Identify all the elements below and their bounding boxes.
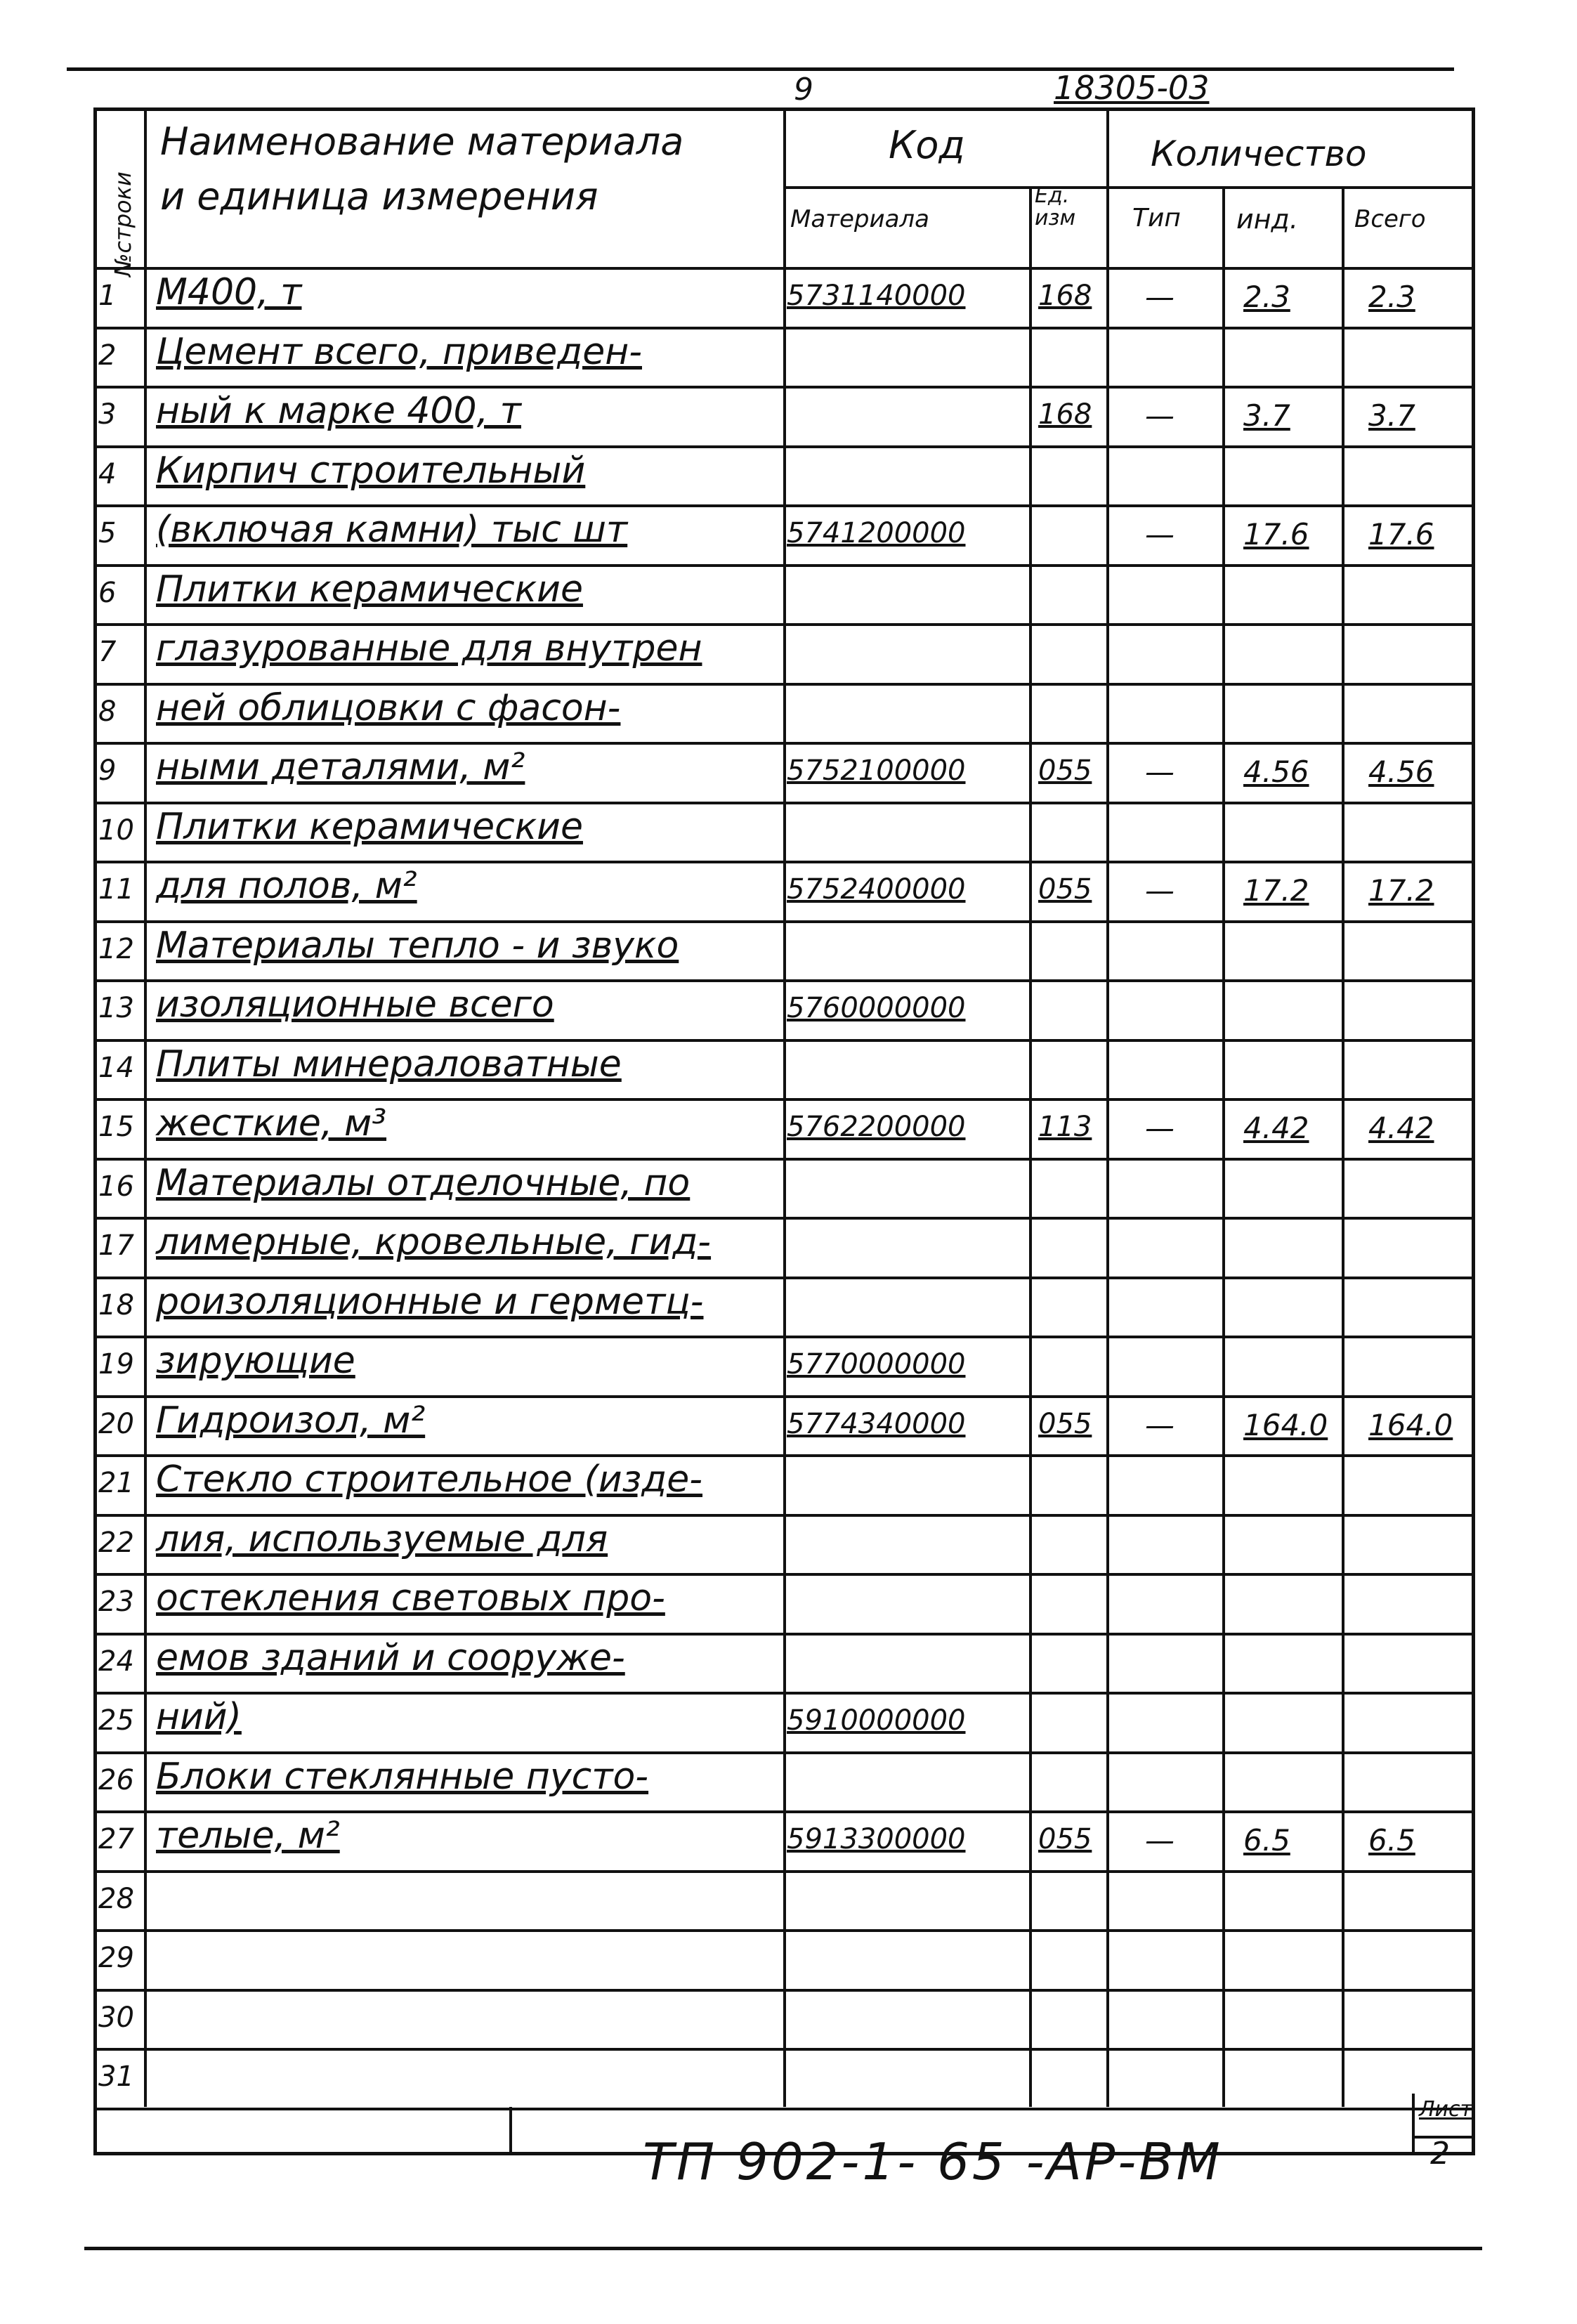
- row-unit-code: 168: [1038, 280, 1092, 312]
- row-number: 14: [98, 1051, 134, 1084]
- row-quantity-total: 17.6: [1368, 517, 1434, 551]
- row-divider: [93, 979, 1475, 982]
- row-quantity-ind: 4.42: [1243, 1111, 1309, 1145]
- row-divider: [93, 1870, 1475, 1873]
- row-divider: [93, 683, 1475, 686]
- row-number: 23: [98, 1586, 134, 1618]
- row-number: 6: [98, 576, 117, 609]
- header-quantity-total: Всего: [1354, 205, 1426, 233]
- row-divider: [93, 1810, 1475, 1813]
- row-name: лия, используемые для: [156, 1517, 608, 1560]
- column-divider: [144, 107, 147, 2107]
- row-number: 28: [98, 1882, 134, 1915]
- row-unit-code: 055: [1038, 1823, 1092, 1855]
- row-name: роизоляционные и герметц-: [156, 1280, 704, 1323]
- row-unit-code: 055: [1038, 755, 1092, 787]
- header-name-line1: Наименование материала: [160, 119, 684, 164]
- row-name: М400, т: [156, 271, 302, 313]
- row-number: 13: [98, 992, 134, 1024]
- row-divider: [93, 1217, 1475, 1220]
- stamp-divider: [509, 2107, 512, 2155]
- row-quantity-total: 2.3: [1368, 280, 1415, 314]
- row-divider: [93, 1633, 1475, 1636]
- row-quantity-ind: 4.56: [1243, 755, 1309, 789]
- row-name: Блоки стеклянные пусто-: [156, 1755, 649, 1798]
- row-name: Материалы тепло - и звуко: [156, 924, 679, 967]
- row-number: 22: [98, 1526, 134, 1559]
- row-name: Плитки керамические: [156, 805, 583, 848]
- row-divider: [93, 1158, 1475, 1161]
- row-name: (включая камни) тыс шт: [156, 509, 628, 551]
- row-divider: [93, 1454, 1475, 1457]
- row-name: ными деталями, м²: [156, 746, 525, 788]
- header-quantity-type: Тип: [1132, 204, 1181, 233]
- row-number: 20: [98, 1407, 134, 1440]
- row-name: глазурованные для внутрен: [156, 627, 702, 670]
- row-quantity-total: 17.2: [1368, 873, 1434, 908]
- row-name: Цемент всего, приведен-: [156, 330, 642, 373]
- column-divider: [1106, 107, 1109, 2107]
- row-number: 18: [98, 1288, 134, 1321]
- row-quantity-total: 164.0: [1368, 1407, 1453, 1442]
- row-quantity-total: 4.42: [1368, 1111, 1434, 1145]
- row-divider: [93, 920, 1475, 923]
- row-divider: [93, 1573, 1475, 1576]
- sheet-number: 2: [1430, 2136, 1450, 2172]
- row-number: 5: [98, 517, 117, 549]
- header-name-line2: и единица измерения: [160, 174, 598, 218]
- row-name: ный к марке 400, т: [156, 390, 521, 432]
- row-number: 30: [98, 2001, 134, 2034]
- row-material-code: 5752400000: [787, 873, 966, 906]
- row-divider: [93, 1514, 1475, 1517]
- row-name: емов зданий и сооруже-: [156, 1636, 625, 1679]
- row-divider: [93, 1692, 1475, 1695]
- row-name: ний): [156, 1696, 242, 1738]
- row-name: зирующие: [156, 1340, 355, 1382]
- header-code: Код: [889, 123, 965, 167]
- page-number: 9: [794, 72, 813, 107]
- row-name: ней облицовки с фасон-: [156, 686, 621, 729]
- row-number: 25: [98, 1704, 134, 1737]
- row-number: 9: [98, 755, 117, 787]
- row-divider: [93, 1989, 1475, 1992]
- header-code-material: Материала: [790, 205, 929, 233]
- row-name: Плитки керамические: [156, 568, 583, 611]
- row-divider: [93, 1098, 1475, 1101]
- row-material-code: 5913300000: [787, 1823, 966, 1855]
- row-name: изоляционные всего: [156, 984, 554, 1026]
- row-name: Гидроизол, м²: [156, 1399, 426, 1442]
- row-name: Материалы отделочные, по: [156, 1161, 691, 1204]
- column-divider: [1222, 186, 1225, 2107]
- row-number: 7: [98, 636, 117, 668]
- row-material-code: 5752100000: [787, 755, 966, 787]
- column-divider: [783, 107, 786, 2107]
- row-number: 10: [98, 814, 134, 847]
- header-code-unit: Ед. изм: [1035, 183, 1076, 230]
- row-divider: [93, 386, 1475, 389]
- row-material-code: 5910000000: [787, 1704, 966, 1737]
- row-number: 17: [98, 1229, 134, 1262]
- row-number: 8: [98, 695, 117, 728]
- row-divider: [93, 623, 1475, 626]
- row-divider: [93, 861, 1475, 863]
- row-divider: [93, 1039, 1475, 1042]
- row-divider: [93, 2108, 1475, 2110]
- subheader-line: [783, 186, 1475, 189]
- row-material-code: 5770000000: [787, 1348, 966, 1380]
- row-quantity-ind: 2.3: [1243, 280, 1290, 314]
- row-number: 16: [98, 1170, 134, 1203]
- row-divider: [93, 1336, 1475, 1338]
- row-divider: [93, 327, 1475, 329]
- row-name: жесткие, м³: [156, 1102, 387, 1144]
- row-number: 26: [98, 1763, 134, 1796]
- row-quantity-ind: 17.6: [1243, 517, 1309, 551]
- row-name: Кирпич строительный: [156, 449, 586, 492]
- row-quantity-total: 3.7: [1368, 398, 1415, 433]
- row-number: 29: [98, 1942, 134, 1974]
- column-divider: [1029, 186, 1032, 2107]
- row-divider: [93, 1277, 1475, 1279]
- row-material-code: 5762200000: [787, 1111, 966, 1143]
- sheet-box-divider: [1412, 2094, 1415, 2155]
- row-quantity-ind: 17.2: [1243, 873, 1309, 908]
- top-rule: [67, 67, 1454, 71]
- row-number: 2: [98, 339, 117, 372]
- row-material-code: 5760000000: [787, 992, 966, 1024]
- row-type: —: [1145, 280, 1174, 314]
- row-number: 31: [98, 2061, 134, 2093]
- header-quantity: Количество: [1151, 133, 1367, 174]
- row-quantity-total: 4.56: [1368, 755, 1434, 789]
- row-number: 24: [98, 1645, 134, 1678]
- row-divider: [93, 742, 1475, 745]
- row-number: 11: [98, 873, 134, 906]
- header-quantity-ind: инд.: [1236, 204, 1298, 235]
- row-number: 4: [98, 457, 117, 490]
- row-unit-code: 055: [1038, 1407, 1092, 1440]
- row-unit-code: 113: [1038, 1111, 1092, 1143]
- row-type: —: [1145, 873, 1174, 908]
- row-name: Плиты минераловатные: [156, 1043, 622, 1085]
- row-divider: [93, 504, 1475, 507]
- row-type: —: [1145, 1407, 1174, 1442]
- row-divider: [93, 564, 1475, 567]
- document-code: 18305-03: [1054, 69, 1210, 107]
- row-number: 15: [98, 1111, 134, 1143]
- row-name: лимерные, кровельные, гид-: [156, 1221, 712, 1263]
- row-number: 1: [98, 280, 117, 312]
- row-name: Стекло строительное (изде-: [156, 1458, 703, 1501]
- row-divider: [93, 2048, 1475, 2051]
- row-quantity-ind: 3.7: [1243, 398, 1290, 433]
- row-number: 3: [98, 398, 117, 431]
- column-divider: [1342, 186, 1344, 2107]
- row-type: —: [1145, 517, 1174, 551]
- row-quantity-ind: 164.0: [1243, 1407, 1328, 1442]
- row-divider: [93, 802, 1475, 804]
- row-material-code: 5774340000: [787, 1407, 966, 1440]
- header-row-number: №строки: [109, 171, 136, 277]
- row-type: —: [1145, 755, 1174, 789]
- row-unit-code: 168: [1038, 398, 1092, 431]
- row-number: 12: [98, 932, 134, 965]
- row-unit-code: 055: [1038, 873, 1092, 906]
- row-divider: [93, 1395, 1475, 1398]
- row-quantity-total: 6.5: [1368, 1823, 1415, 1858]
- row-name: телые, м²: [156, 1815, 340, 1857]
- row-type: —: [1145, 1111, 1174, 1145]
- row-material-code: 5731140000: [787, 280, 966, 312]
- row-divider: [93, 445, 1475, 448]
- bottom-rule: [84, 2247, 1482, 2250]
- row-name: для полов, м²: [156, 865, 417, 907]
- row-number: 19: [98, 1348, 134, 1380]
- drawing-designation: ТП 902-1- 65 -АР-ВМ: [643, 2132, 1223, 2191]
- row-number: 27: [98, 1823, 134, 1855]
- row-name: остекления световых про-: [156, 1577, 665, 1619]
- sheet-label: Лист: [1419, 2097, 1473, 2122]
- row-number: 21: [98, 1467, 134, 1499]
- row-quantity-ind: 6.5: [1243, 1823, 1290, 1858]
- row-divider: [93, 1751, 1475, 1754]
- row-divider: [93, 1929, 1475, 1932]
- row-type: —: [1145, 1823, 1174, 1858]
- row-material-code: 5741200000: [787, 517, 966, 549]
- row-type: —: [1145, 398, 1174, 433]
